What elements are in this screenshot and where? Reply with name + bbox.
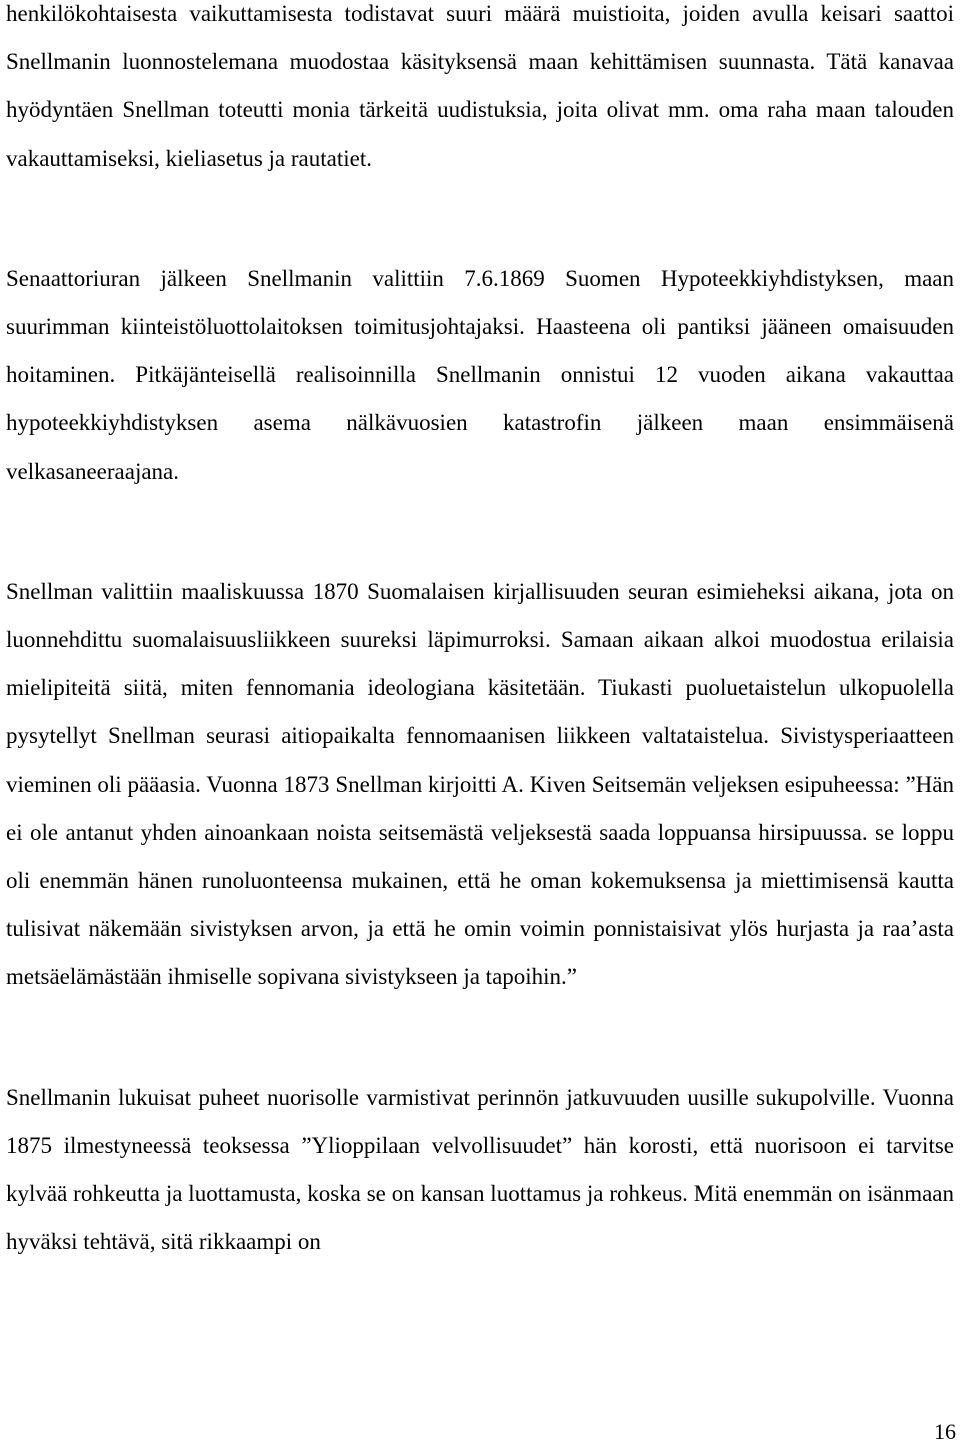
paragraph: henkilökohtaisesta vaikuttamisesta todistavat suuri määrä muistioita, joiden avulla keisari saattoi Snellmanin luonnostelemana muodostaa käsityksensä maan kehittämisen suunnasta. Tätä kanavaa hyödyntäen Snellman toteutti monia tärkeitä uudistuksia, joita olivat mm. oma raha maan talouden vakauttamiseksi, kieliasetus ja rautatiet. [6, 1, 954, 171]
paragraph: Snellmanin lukuisat puheet nuorisolle varmistivat perinnön jatkuvuuden uusille sukupolville. Vuonna 1875 ilmestyneessä teoksessa ”Ylioppilaan velvollisuudet” hän korosti, että nuorisoon ei tarvitse kylvää rohkeutta ja luottamusta, koska se on kansan luottamus ja rohkeus. Mitä enemmän on isänmaan hyväksi tehtävä, sitä rikkaampi on [6, 1084, 954, 1255]
document-page [6, 0, 954, 1337]
paragraph: Senaattoriuran jälkeen Snellmanin valittiin 7.6.1869 Suomen Hypoteekkiyhdistyksen, maan suurimman kiinteistöluottolaitoksen toimitusjohtajaksi. Haasteena oli pantiksi jääneen omaisuuden hoitaminen. Pitkäjänteisellä realisoinnilla Snellmanin onnistui 12 vuoden aikana vakauttaa hypoteekkiyhdistyksen asema nälkävuosien katastrofin jälkeen maan ensimmäisenä velkasaneeraajana. [6, 265, 954, 484]
paragraph: Snellman valittiin maaliskuussa 1870 Suomalaisen kirjallisuuden seuran esimieheksi aikana, jota on luonnehdittu suomalaisuusliikkeen suureksi läpimurroksi. Samaan aikaan alkoi muodostua erilaisia mielipiteitä siitä, miten fennomania ideologiana käsitetään. Tiukasti puoluetaistelun ulkopuolella pysytellyt Snellman seurasi aitiopaikalta fennomaanisen liikkeen valtataistelua. Sivistysperiaatteen vieminen oli pääasia. Vuonna 1873 Snellman kirjoitti A. Kiven Seitsemän veljeksen esipuheessa: ”Hän ei ole antanut yhden ainoankaan noista seitsemästä veljeksestä saada loppuansa hirsipuussa. se loppu oli enemmän hänen runoluonteensa mukainen, että he oman kokemuksensa ja miettimisensä kautta tulisivat näkemään sivistyksen arvon, ja että he omin voimin ponnistaisivat ylös hurjasta ja raa’asta metsäelämästään ihmiselle sopivana sivistykseen ja tapoihin.” [6, 578, 954, 990]
page-number: 16 [934, 1419, 956, 1444]
